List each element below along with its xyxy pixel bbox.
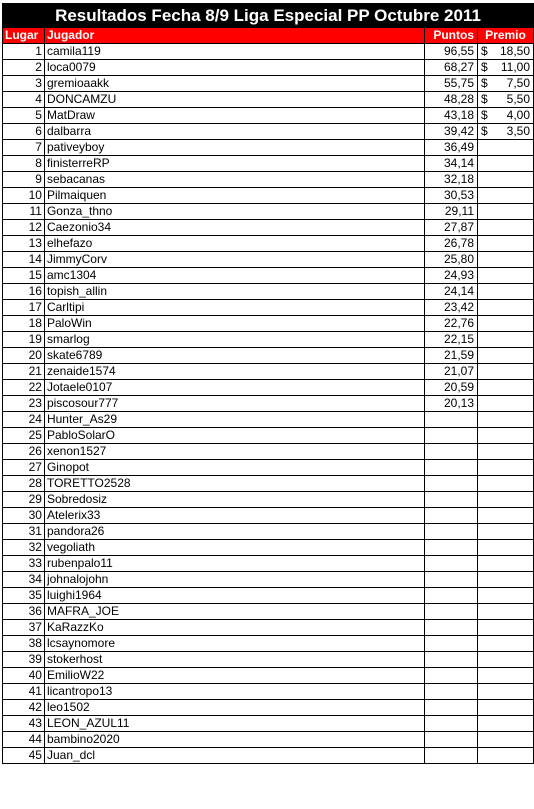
table-row: [3, 60, 534, 76]
cell-premio: [478, 492, 534, 508]
header-jugador: Jugador: [44, 28, 424, 44]
premio-currency: $: [481, 44, 488, 58]
cell-jugador: TORETTO2528: [44, 476, 424, 492]
cell-jugador: DONCAMZU: [44, 92, 424, 108]
table-row: [3, 44, 534, 60]
cell-premio: [478, 748, 534, 764]
cell-lugar: 21: [3, 364, 45, 380]
cell-premio: [478, 524, 534, 540]
cell-lugar: 42: [3, 700, 45, 716]
cell-premio: [478, 300, 534, 316]
cell-puntos: 27,87: [425, 220, 478, 236]
cell-puntos: 55,75: [425, 76, 478, 92]
header-row: [3, 28, 534, 44]
cell-premio: [478, 540, 534, 556]
cell-jugador: elhefazo: [44, 236, 424, 252]
cell-premio: [478, 124, 534, 140]
cell-jugador: MatDraw: [44, 108, 424, 124]
premio-amount: 5,50: [506, 92, 530, 106]
cell-puntos: [425, 588, 478, 604]
cell-lugar: 4: [3, 92, 45, 108]
cell-jugador: stokerhost: [44, 652, 424, 668]
premio-amount: 3,50: [506, 124, 530, 138]
table-row: [3, 700, 534, 716]
table-row: [3, 588, 534, 604]
premio-currency: $: [481, 76, 488, 90]
table-row: [3, 236, 534, 252]
cell-puntos: [425, 492, 478, 508]
cell-jugador: smarlog: [44, 332, 424, 348]
table-row: [3, 300, 534, 316]
table-row: [3, 652, 534, 668]
cell-puntos: [425, 556, 478, 572]
cell-jugador: zenaide1574: [44, 364, 424, 380]
cell-lugar: 10: [3, 188, 45, 204]
cell-jugador: Sobredosiz: [44, 492, 424, 508]
cell-lugar: 8: [3, 156, 45, 172]
cell-jugador: licantropo13: [44, 684, 424, 700]
cell-jugador: Atelerix33: [44, 508, 424, 524]
cell-premio: [478, 60, 534, 76]
cell-puntos: 36,49: [425, 140, 478, 156]
cell-puntos: [425, 604, 478, 620]
cell-premio: [478, 348, 534, 364]
cell-puntos: [425, 716, 478, 732]
cell-jugador: dalbarra: [44, 124, 424, 140]
cell-lugar: 43: [3, 716, 45, 732]
table-row: [3, 156, 534, 172]
cell-premio: [478, 156, 534, 172]
cell-jugador: EmilioW22: [44, 668, 424, 684]
cell-premio: [478, 652, 534, 668]
table-row: [3, 684, 534, 700]
cell-jugador: LEON_AZUL11: [44, 716, 424, 732]
premio-currency: $: [481, 108, 488, 122]
cell-puntos: 20,59: [425, 380, 478, 396]
cell-premio: [478, 252, 534, 268]
premio-currency: $: [481, 92, 488, 106]
cell-premio: [478, 732, 534, 748]
table-row: [3, 380, 534, 396]
cell-lugar: 33: [3, 556, 45, 572]
table-row: [3, 252, 534, 268]
table-row: [3, 284, 534, 300]
cell-puntos: [425, 572, 478, 588]
cell-puntos: [425, 700, 478, 716]
cell-lugar: 27: [3, 460, 45, 476]
table-row: [3, 508, 534, 524]
cell-lugar: 41: [3, 684, 45, 700]
cell-lugar: 44: [3, 732, 45, 748]
cell-jugador: luighi1964: [44, 588, 424, 604]
cell-puntos: 21,59: [425, 348, 478, 364]
cell-premio: [478, 684, 534, 700]
cell-jugador: Hunter_As29: [44, 412, 424, 428]
cell-jugador: MAFRA_JOE: [44, 604, 424, 620]
cell-jugador: PaloWin: [44, 316, 424, 332]
table-row: [3, 268, 534, 284]
cell-jugador: johnalojohn: [44, 572, 424, 588]
cell-premio: [478, 236, 534, 252]
cell-puntos: [425, 524, 478, 540]
cell-jugador: Gonza_thno: [44, 204, 424, 220]
cell-lugar: 45: [3, 748, 45, 764]
cell-puntos: 22,15: [425, 332, 478, 348]
premio-amount: 7,50: [506, 76, 530, 90]
cell-jugador: pandora26: [44, 524, 424, 540]
cell-puntos: [425, 540, 478, 556]
cell-puntos: 39,42: [425, 124, 478, 140]
table-row: [3, 732, 534, 748]
table-row: [3, 524, 534, 540]
cell-jugador: gremioaakk: [44, 76, 424, 92]
table-row: [3, 636, 534, 652]
cell-premio: [478, 620, 534, 636]
cell-puntos: [425, 620, 478, 636]
cell-puntos: [425, 508, 478, 524]
cell-lugar: 29: [3, 492, 45, 508]
cell-jugador: Pilmaiquen: [44, 188, 424, 204]
premio-amount: 18,50: [499, 44, 530, 58]
cell-puntos: [425, 460, 478, 476]
cell-lugar: 26: [3, 444, 45, 460]
cell-puntos: 24,93: [425, 268, 478, 284]
cell-premio: [478, 316, 534, 332]
table-row: [3, 604, 534, 620]
table-row: [3, 444, 534, 460]
table-row: [3, 204, 534, 220]
cell-puntos: 68,27: [425, 60, 478, 76]
table-row: [3, 220, 534, 236]
cell-puntos: 30,53: [425, 188, 478, 204]
table-row: [3, 460, 534, 476]
cell-jugador: KaRazzKo: [44, 620, 424, 636]
cell-premio: [478, 204, 534, 220]
cell-lugar: 35: [3, 588, 45, 604]
table-row: [3, 172, 534, 188]
table-row: [3, 716, 534, 732]
cell-lugar: 1: [3, 44, 45, 60]
cell-premio: [478, 108, 534, 124]
cell-lugar: 31: [3, 524, 45, 540]
cell-jugador: skate6789: [44, 348, 424, 364]
table-row: [3, 412, 534, 428]
cell-puntos: 20,13: [425, 396, 478, 412]
cell-jugador: topish_allin: [44, 284, 424, 300]
cell-lugar: 38: [3, 636, 45, 652]
cell-premio: [478, 76, 534, 92]
table-row: [3, 572, 534, 588]
cell-jugador: Ginopot: [44, 460, 424, 476]
table-row: [3, 92, 534, 108]
cell-lugar: 22: [3, 380, 45, 396]
cell-premio: [478, 220, 534, 236]
table-row: [3, 556, 534, 572]
cell-lugar: 30: [3, 508, 45, 524]
title-row: [3, 4, 534, 28]
cell-premio: [478, 172, 534, 188]
cell-premio: [478, 444, 534, 460]
cell-puntos: [425, 732, 478, 748]
cell-lugar: 9: [3, 172, 45, 188]
cell-lugar: 16: [3, 284, 45, 300]
cell-jugador: lcsaynomore: [44, 636, 424, 652]
cell-lugar: 14: [3, 252, 45, 268]
cell-puntos: 22,76: [425, 316, 478, 332]
table-row: [3, 124, 534, 140]
cell-jugador: pativeyboy: [44, 140, 424, 156]
cell-lugar: 32: [3, 540, 45, 556]
header-lugar: Lugar: [3, 28, 45, 44]
page-title: Resultados Fecha 8/9 Liga Especial PP Octubre 2011: [3, 4, 534, 28]
cell-lugar: 24: [3, 412, 45, 428]
cell-lugar: 39: [3, 652, 45, 668]
cell-premio: [478, 44, 534, 60]
cell-premio: [478, 364, 534, 380]
cell-premio: [478, 588, 534, 604]
cell-premio: [478, 92, 534, 108]
cell-premio: [478, 716, 534, 732]
cell-lugar: 28: [3, 476, 45, 492]
table-row: [3, 492, 534, 508]
cell-premio: [478, 556, 534, 572]
cell-lugar: 6: [3, 124, 45, 140]
cell-puntos: 24,14: [425, 284, 478, 300]
cell-premio: [478, 140, 534, 156]
cell-jugador: piscosour777: [44, 396, 424, 412]
cell-premio: [478, 332, 534, 348]
cell-puntos: [425, 652, 478, 668]
cell-lugar: 15: [3, 268, 45, 284]
cell-jugador: amc1304: [44, 268, 424, 284]
cell-jugador: Caezonio34: [44, 220, 424, 236]
header-puntos: Puntos: [425, 28, 478, 44]
table-row: [3, 428, 534, 444]
results-body: [3, 44, 534, 764]
cell-puntos: 25,80: [425, 252, 478, 268]
cell-premio: [478, 460, 534, 476]
cell-puntos: [425, 668, 478, 684]
table-row: [3, 76, 534, 92]
cell-lugar: 23: [3, 396, 45, 412]
cell-premio: [478, 428, 534, 444]
cell-jugador: finisterreRP: [44, 156, 424, 172]
cell-puntos: [425, 748, 478, 764]
cell-jugador: bambino2020: [44, 732, 424, 748]
results-table: [2, 3, 534, 764]
cell-jugador: vegoliath: [44, 540, 424, 556]
cell-premio: [478, 508, 534, 524]
cell-lugar: 17: [3, 300, 45, 316]
cell-lugar: 12: [3, 220, 45, 236]
cell-puntos: 43,18: [425, 108, 478, 124]
cell-lugar: 5: [3, 108, 45, 124]
cell-premio: [478, 668, 534, 684]
cell-puntos: 23,42: [425, 300, 478, 316]
cell-puntos: [425, 444, 478, 460]
cell-puntos: 34,14: [425, 156, 478, 172]
cell-jugador: loca0079: [44, 60, 424, 76]
cell-premio: [478, 572, 534, 588]
cell-puntos: [425, 636, 478, 652]
cell-jugador: Juan_dcl: [44, 748, 424, 764]
cell-premio: [478, 188, 534, 204]
cell-premio: [478, 636, 534, 652]
cell-premio: [478, 396, 534, 412]
cell-lugar: 40: [3, 668, 45, 684]
cell-jugador: JimmyCorv: [44, 252, 424, 268]
cell-lugar: 18: [3, 316, 45, 332]
cell-jugador: sebacanas: [44, 172, 424, 188]
cell-puntos: 29,11: [425, 204, 478, 220]
cell-jugador: rubenpalo11: [44, 556, 424, 572]
cell-lugar: 37: [3, 620, 45, 636]
cell-lugar: 13: [3, 236, 45, 252]
premio-currency: $: [481, 60, 488, 74]
cell-lugar: 36: [3, 604, 45, 620]
header-premio: Premio: [478, 28, 534, 44]
cell-puntos: 21,07: [425, 364, 478, 380]
cell-jugador: leo1502: [44, 700, 424, 716]
cell-lugar: 34: [3, 572, 45, 588]
cell-puntos: [425, 412, 478, 428]
cell-puntos: 48,28: [425, 92, 478, 108]
cell-jugador: Carltipi: [44, 300, 424, 316]
cell-jugador: xenon1527: [44, 444, 424, 460]
premio-amount: 11,00: [500, 60, 530, 74]
table-row: [3, 140, 534, 156]
table-row: [3, 748, 534, 764]
table-row: [3, 348, 534, 364]
table-row: [3, 396, 534, 412]
cell-puntos: [425, 684, 478, 700]
table-row: [3, 188, 534, 204]
cell-premio: [478, 604, 534, 620]
cell-premio: [478, 268, 534, 284]
table-row: [3, 364, 534, 380]
cell-puntos: [425, 476, 478, 492]
cell-premio: [478, 284, 534, 300]
table-row: [3, 620, 534, 636]
cell-jugador: camila119: [44, 44, 424, 60]
table-row: [3, 540, 534, 556]
table-row: [3, 332, 534, 348]
table-row: [3, 316, 534, 332]
premio-currency: $: [481, 124, 488, 138]
cell-premio: [478, 700, 534, 716]
premio-amount: 4,00: [506, 108, 530, 122]
cell-puntos: 32,18: [425, 172, 478, 188]
cell-puntos: [425, 428, 478, 444]
cell-lugar: 7: [3, 140, 45, 156]
cell-lugar: 19: [3, 332, 45, 348]
table-row: [3, 108, 534, 124]
cell-premio: [478, 476, 534, 492]
cell-premio: [478, 412, 534, 428]
cell-jugador: Jotaele0107: [44, 380, 424, 396]
cell-lugar: 25: [3, 428, 45, 444]
cell-lugar: 3: [3, 76, 45, 92]
table-row: [3, 668, 534, 684]
cell-lugar: 2: [3, 60, 45, 76]
table-row: [3, 476, 534, 492]
cell-jugador: PabloSolarO: [44, 428, 424, 444]
cell-puntos: 26,78: [425, 236, 478, 252]
cell-puntos: 96,55: [425, 44, 478, 60]
cell-lugar: 11: [3, 204, 45, 220]
cell-lugar: 20: [3, 348, 45, 364]
cell-premio: [478, 380, 534, 396]
